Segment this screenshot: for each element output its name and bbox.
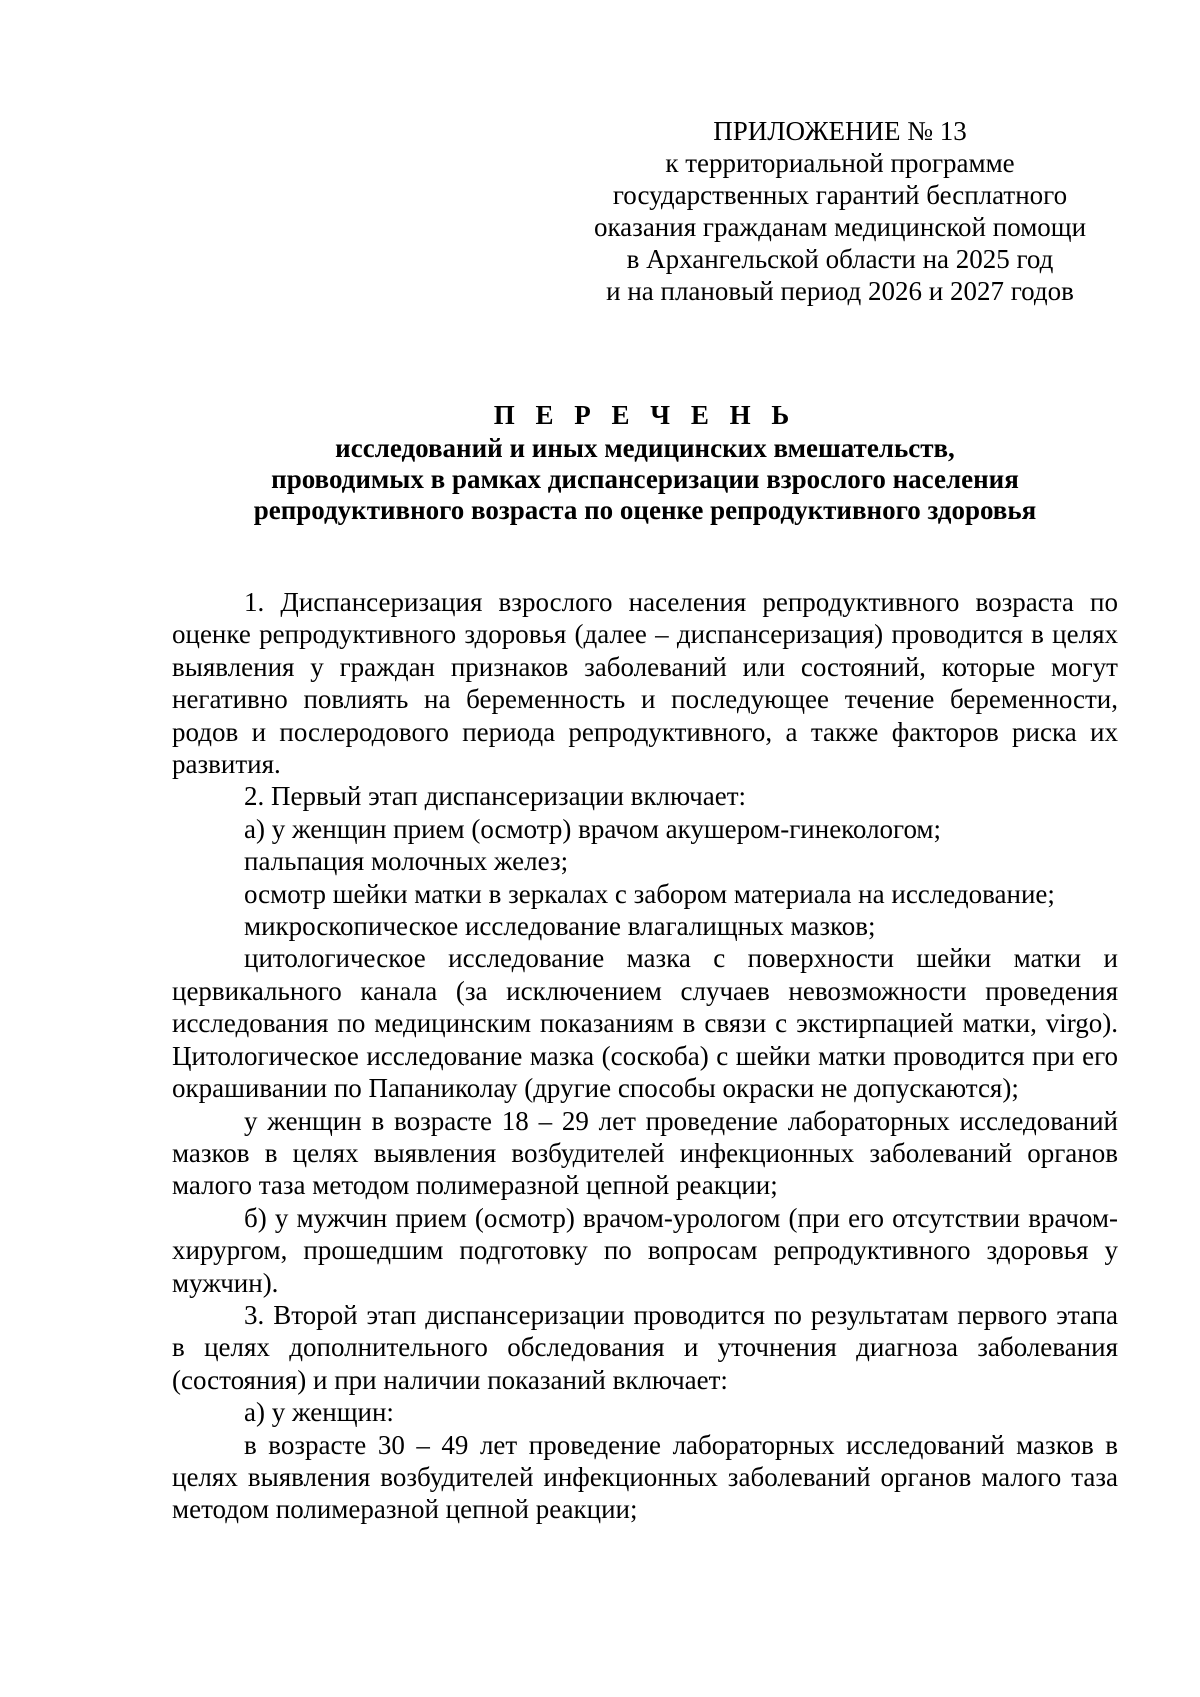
appendix-line: и на плановый период 2026 и 2027 годов	[606, 276, 1074, 306]
document-heading	[172, 400, 1118, 526]
paragraph-cytology: цитологическое исследование мазка с поверхности шейки матки и цервикального канала (за исключением случаев невозможности проведения исследования по медицинским показаниям в связи с экстирпацией матки, virgo). Цитологическое исследование мазка (соскоба) с шейки матки проводится при его окрашивании по Папаниколау (другие способы окраски не допускаются);	[172, 943, 1118, 1104]
appendix-line: государственных гарантий бесплатного	[612, 180, 1068, 210]
appendix-line: в Архангельской области на 2025 год	[626, 244, 1054, 274]
document-body	[172, 586, 1118, 1526]
paragraph-2: 2. Первый этап диспансеризации включает:	[244, 781, 746, 812]
paragraph-microscopy: микроскопическое исследование влагалищных мазков;	[244, 911, 876, 942]
appendix-title: ПРИЛОЖЕНИЕ № 13	[713, 116, 967, 146]
document-subtitle-line: проводимых в рамках диспансеризации взрослого населения	[271, 464, 1019, 494]
paragraph-pcr-30-49: в возрасте 30 – 49 лет проведение лабораторных исследований мазков в целях выявления возбудителей инфекционных заболеваний органов малого таза методом полимеразной цепной реакции;	[172, 1429, 1118, 1525]
paragraph-3a: а) у женщин:	[244, 1397, 394, 1428]
appendix-line: оказания гражданам медицинской помощи	[593, 212, 1087, 242]
document-subtitle-line: исследований и иных медицинских вмешательств,	[335, 433, 955, 463]
paragraph-2a: а) у женщин прием (осмотр) врачом акушером-гинекологом;	[244, 813, 942, 844]
document-subtitle-line: репродуктивного возраста по оценке репродуктивного здоровья	[253, 495, 1037, 525]
paragraph-pcr-18-29: у женщин в возрасте 18 – 29 лет проведение лабораторных исследований мазков в целях выявления возбудителей инфекционных заболеваний органов малого таза методом полимеразной цепной реакции;	[172, 1105, 1118, 1201]
appendix-line: к территориальной программе	[665, 148, 1015, 178]
paragraph-palpation: пальпация молочных желез;	[244, 846, 569, 877]
paragraph-1: 1. Диспансеризация взрослого населения репродуктивного возраста по оценке репродуктивного здоровья (далее – диспансеризация) проводится в целях выявления у граждан признаков заболеваний или состояний, которые могут негативно повлиять на беременность и последующее течение беременности, родов и послеродового периода репродуктивного, а также факторов риска их развития.	[172, 587, 1118, 780]
document-title: П Е Р Е Ч Е Н Ь	[493, 400, 797, 430]
paragraph-3: 3. Второй этап диспансеризации проводится по результатам первого этапа в целях дополнительного обследования и уточнения диагноза заболевания (состояния) и при наличии показаний включает:	[172, 1299, 1118, 1395]
paragraph-cervix-exam: осмотр шейки матки в зеркалах с забором материала на исследование;	[244, 878, 1055, 909]
appendix-block	[580, 115, 1100, 307]
paragraph-2b: б) у мужчин прием (осмотр) врачом-урологом (при его отсутствии врачом-хирургом, прошедшим подготовку по вопросам репродуктивного здоровья у мужчин).	[172, 1202, 1118, 1298]
